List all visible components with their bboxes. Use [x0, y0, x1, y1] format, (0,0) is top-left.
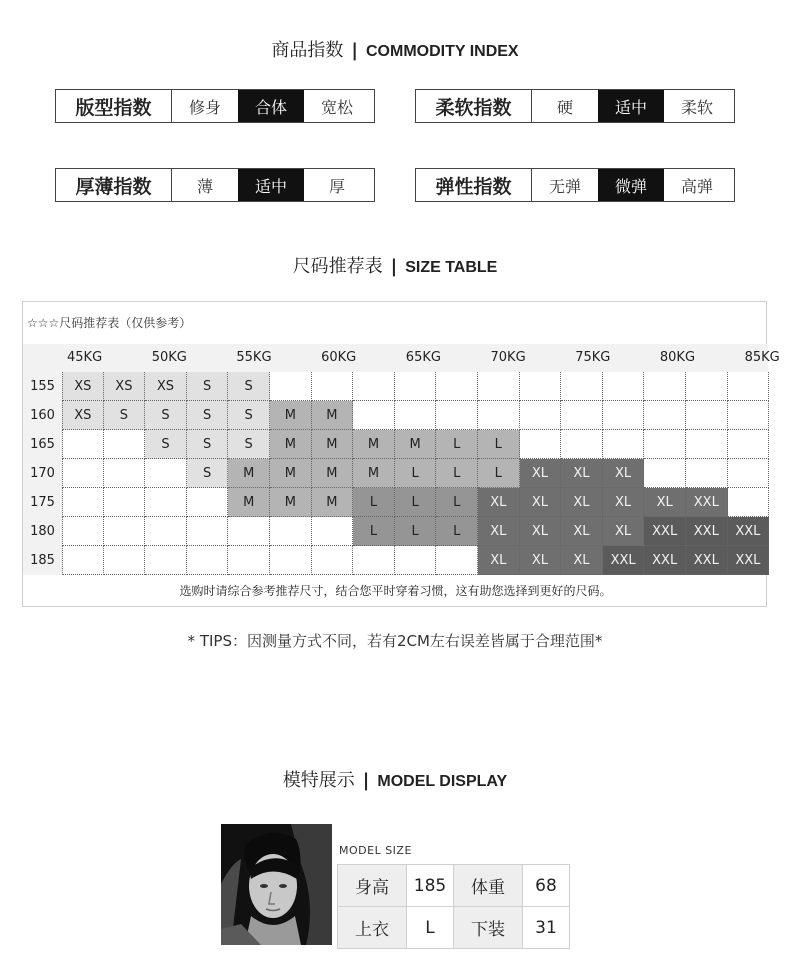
- size-cell: [104, 488, 146, 517]
- weight-value: 68: [523, 865, 570, 907]
- size-cell: [728, 372, 770, 401]
- size-cell: [270, 372, 312, 401]
- size-cell: [228, 546, 270, 575]
- model-size-row: [338, 865, 570, 907]
- size-cell: XL: [520, 546, 562, 575]
- size-cell: [644, 459, 686, 488]
- size-cell: XL: [603, 459, 645, 488]
- size-cell: [520, 430, 562, 459]
- size-cell: XL: [520, 459, 562, 488]
- size-cell: M: [312, 459, 354, 488]
- weight-label: 45KG: [67, 350, 103, 365]
- size-cell: M: [353, 430, 395, 459]
- size-cell: L: [395, 517, 437, 546]
- size-cell: [395, 401, 437, 430]
- size-cell: L: [436, 517, 478, 546]
- size-cell: [104, 459, 146, 488]
- height-label: 170: [23, 459, 62, 488]
- size-cell: XS: [145, 372, 187, 401]
- size-cell: [644, 430, 686, 459]
- title-separator: |: [351, 40, 358, 61]
- elasticity-index-label: 弹性指数: [416, 169, 532, 201]
- size-cell: XL: [478, 546, 520, 575]
- size-cell: XS: [104, 372, 146, 401]
- size-table: [22, 301, 780, 607]
- softness-index-label: 柔软指数: [416, 90, 532, 122]
- size-cell: M: [312, 488, 354, 517]
- size-cell: L: [395, 488, 437, 517]
- size-cell: M: [228, 488, 270, 517]
- size-cell: [145, 459, 187, 488]
- size-cell: [561, 401, 603, 430]
- size-cell: [436, 546, 478, 575]
- thickness-option-medium: 适中: [238, 169, 304, 201]
- size-cell: M: [312, 401, 354, 430]
- fit-option-slim: 修身: [188, 97, 221, 117]
- size-cell: XXL: [728, 546, 770, 575]
- size-cell: XXL: [603, 546, 645, 575]
- weight-label: 70KG: [490, 350, 526, 365]
- elasticity-option-none: 无弹: [548, 176, 581, 196]
- fit-option-regular: 合体: [238, 90, 304, 122]
- size-cell: [104, 546, 146, 575]
- bottom-value: 31: [523, 907, 570, 949]
- size-cell: M: [270, 401, 312, 430]
- elasticity-option-high: 高弹: [680, 176, 713, 196]
- size-cell: [436, 372, 478, 401]
- weight-key: 体重: [454, 865, 523, 907]
- size-cell: [686, 372, 728, 401]
- size-cell: [561, 372, 603, 401]
- size-cell: XL: [561, 517, 603, 546]
- size-cell: S: [187, 401, 229, 430]
- elasticity-option-slight: 微弹: [598, 169, 664, 201]
- size-cell: XXL: [728, 517, 770, 546]
- size-cell: [436, 401, 478, 430]
- model-portrait-image: [221, 824, 332, 945]
- size-table-note: 选购时请综合参考推荐尺寸，结合您平时穿着习惯，这有助您选择到更好的尺码。: [179, 584, 612, 598]
- size-cell: M: [270, 430, 312, 459]
- size-cell: [187, 488, 229, 517]
- size-cell: [395, 546, 437, 575]
- size-cell: M: [395, 430, 437, 459]
- title-separator: |: [362, 770, 370, 791]
- size-cell: [644, 401, 686, 430]
- height-label: 175: [23, 488, 62, 517]
- size-cell: S: [228, 372, 270, 401]
- weight-label: 55KG: [236, 350, 272, 365]
- size-cell: [62, 546, 104, 575]
- size-cell: [353, 546, 395, 575]
- size-cell: XXL: [686, 517, 728, 546]
- size-cell: S: [187, 372, 229, 401]
- size-cell: [312, 372, 354, 401]
- fit-option-loose: 宽松: [320, 97, 353, 117]
- size-cell: XXL: [644, 517, 686, 546]
- size-cell: XL: [603, 517, 645, 546]
- size-cell: XL: [561, 546, 603, 575]
- size-cell: [62, 459, 104, 488]
- size-cell: [686, 430, 728, 459]
- size-cell: [145, 546, 187, 575]
- thickness-option-thick: 厚: [328, 176, 345, 196]
- model-display-title: [0, 766, 790, 792]
- model-title-cn: 模特展示: [282, 770, 355, 791]
- size-cell: [62, 517, 104, 546]
- size-cell: S: [228, 401, 270, 430]
- size-cell: XXL: [644, 546, 686, 575]
- thickness-option-thin: 薄: [196, 176, 213, 196]
- size-cell: [187, 517, 229, 546]
- model-size-label: MODEL SIZE: [339, 844, 412, 857]
- weight-label: 50KG: [151, 350, 187, 365]
- size-cell: L: [395, 459, 437, 488]
- thickness-index-label: 厚薄指数: [56, 169, 172, 201]
- bottom-key: 下装: [454, 907, 523, 949]
- size-cell: S: [228, 430, 270, 459]
- softness-option-soft: 柔软: [680, 97, 713, 117]
- size-cell: XS: [62, 401, 104, 430]
- weight-label: 60KG: [321, 350, 357, 365]
- size-cell: [104, 430, 146, 459]
- size-cell: XL: [561, 459, 603, 488]
- commodity-title-en: COMMODITY INDEX: [365, 43, 519, 60]
- size-cell: [644, 372, 686, 401]
- height-label: 165: [23, 430, 62, 459]
- size-cell: [228, 517, 270, 546]
- size-cell: [145, 488, 187, 517]
- softness-option-medium: 适中: [598, 90, 664, 122]
- size-cell: L: [436, 488, 478, 517]
- size-cell: XL: [561, 488, 603, 517]
- size-cell: [686, 401, 728, 430]
- size-cell: [270, 546, 312, 575]
- softness-option-hard: 硬: [556, 97, 573, 117]
- size-cell: XL: [603, 488, 645, 517]
- size-cell: [187, 546, 229, 575]
- size-table-caption: ☆☆☆尺码推荐表（仅供参考）: [27, 316, 192, 330]
- size-cell: XXL: [686, 488, 728, 517]
- size-cell: L: [436, 459, 478, 488]
- size-cell: M: [312, 430, 354, 459]
- title-separator: |: [390, 256, 398, 277]
- model-size-row: [338, 907, 570, 949]
- size-cell: XS: [62, 372, 104, 401]
- size-cell: L: [353, 488, 395, 517]
- model-title-en: MODEL DISPLAY: [377, 773, 508, 790]
- measurement-tips: * TIPS：因测量方式不同，若有2CM左右误差皆属于合理范围*: [187, 632, 603, 650]
- size-cell: S: [187, 430, 229, 459]
- height-key: 身高: [338, 865, 407, 907]
- weight-label: 75KG: [575, 350, 611, 365]
- size-cell: XL: [478, 488, 520, 517]
- softness-index: [415, 89, 735, 123]
- top-value: L: [407, 907, 454, 949]
- size-cell: L: [436, 430, 478, 459]
- size-cell: S: [145, 401, 187, 430]
- size-cell: [312, 546, 354, 575]
- size-cell: XL: [478, 517, 520, 546]
- size-cell: [603, 372, 645, 401]
- size-cell: [478, 372, 520, 401]
- size-cell: XL: [520, 488, 562, 517]
- weight-label: 65KG: [405, 350, 441, 365]
- size-cell: M: [270, 459, 312, 488]
- size-cell: S: [187, 459, 229, 488]
- size-cell: L: [478, 459, 520, 488]
- weight-label: 80KG: [659, 350, 696, 365]
- size-cell: [145, 517, 187, 546]
- fit-index: [55, 89, 375, 123]
- size-cell: [478, 401, 520, 430]
- commodity-title-cn: 商品指数: [271, 40, 344, 61]
- size-cell: [62, 488, 104, 517]
- size-cell: [520, 372, 562, 401]
- size-cell: XL: [644, 488, 686, 517]
- size-title-en: SIZE TABLE: [405, 259, 498, 276]
- height-label: 185: [23, 546, 62, 575]
- size-cell: M: [228, 459, 270, 488]
- size-cell: [104, 517, 146, 546]
- fit-index-label: 版型指数: [56, 90, 172, 122]
- size-cell: [728, 401, 770, 430]
- size-cell: M: [353, 459, 395, 488]
- height-value: 185: [407, 865, 454, 907]
- model-size-table: [337, 864, 570, 949]
- size-cell: S: [145, 430, 187, 459]
- size-cell: [270, 517, 312, 546]
- size-cell: [353, 401, 395, 430]
- size-cell: XXL: [686, 546, 728, 575]
- commodity-index-title: [0, 36, 790, 62]
- size-cell: [603, 430, 645, 459]
- size-cell: [395, 372, 437, 401]
- size-cell: L: [478, 430, 520, 459]
- size-cell: M: [270, 488, 312, 517]
- size-cell: [62, 430, 104, 459]
- size-title-cn: 尺码推荐表: [292, 256, 383, 277]
- height-label: 155: [23, 372, 62, 401]
- weight-header: [23, 344, 780, 372]
- model-photo: [221, 824, 332, 945]
- height-label: 180: [23, 517, 62, 546]
- size-cell: [728, 430, 770, 459]
- thickness-index: [55, 168, 375, 202]
- size-cell: [686, 459, 728, 488]
- size-cell: [728, 488, 770, 517]
- height-label: 160: [23, 401, 62, 430]
- elasticity-index: [415, 168, 735, 202]
- size-cell: [520, 401, 562, 430]
- size-table-title: [0, 252, 790, 278]
- top-key: 上衣: [338, 907, 407, 949]
- size-cell: [728, 459, 770, 488]
- weight-label: 85KG: [744, 350, 780, 365]
- size-cell: S: [104, 401, 146, 430]
- size-cell: [603, 401, 645, 430]
- size-cell: XL: [520, 517, 562, 546]
- size-cell: [353, 372, 395, 401]
- size-cell: [561, 430, 603, 459]
- size-cell: L: [353, 517, 395, 546]
- size-cell: [312, 517, 354, 546]
